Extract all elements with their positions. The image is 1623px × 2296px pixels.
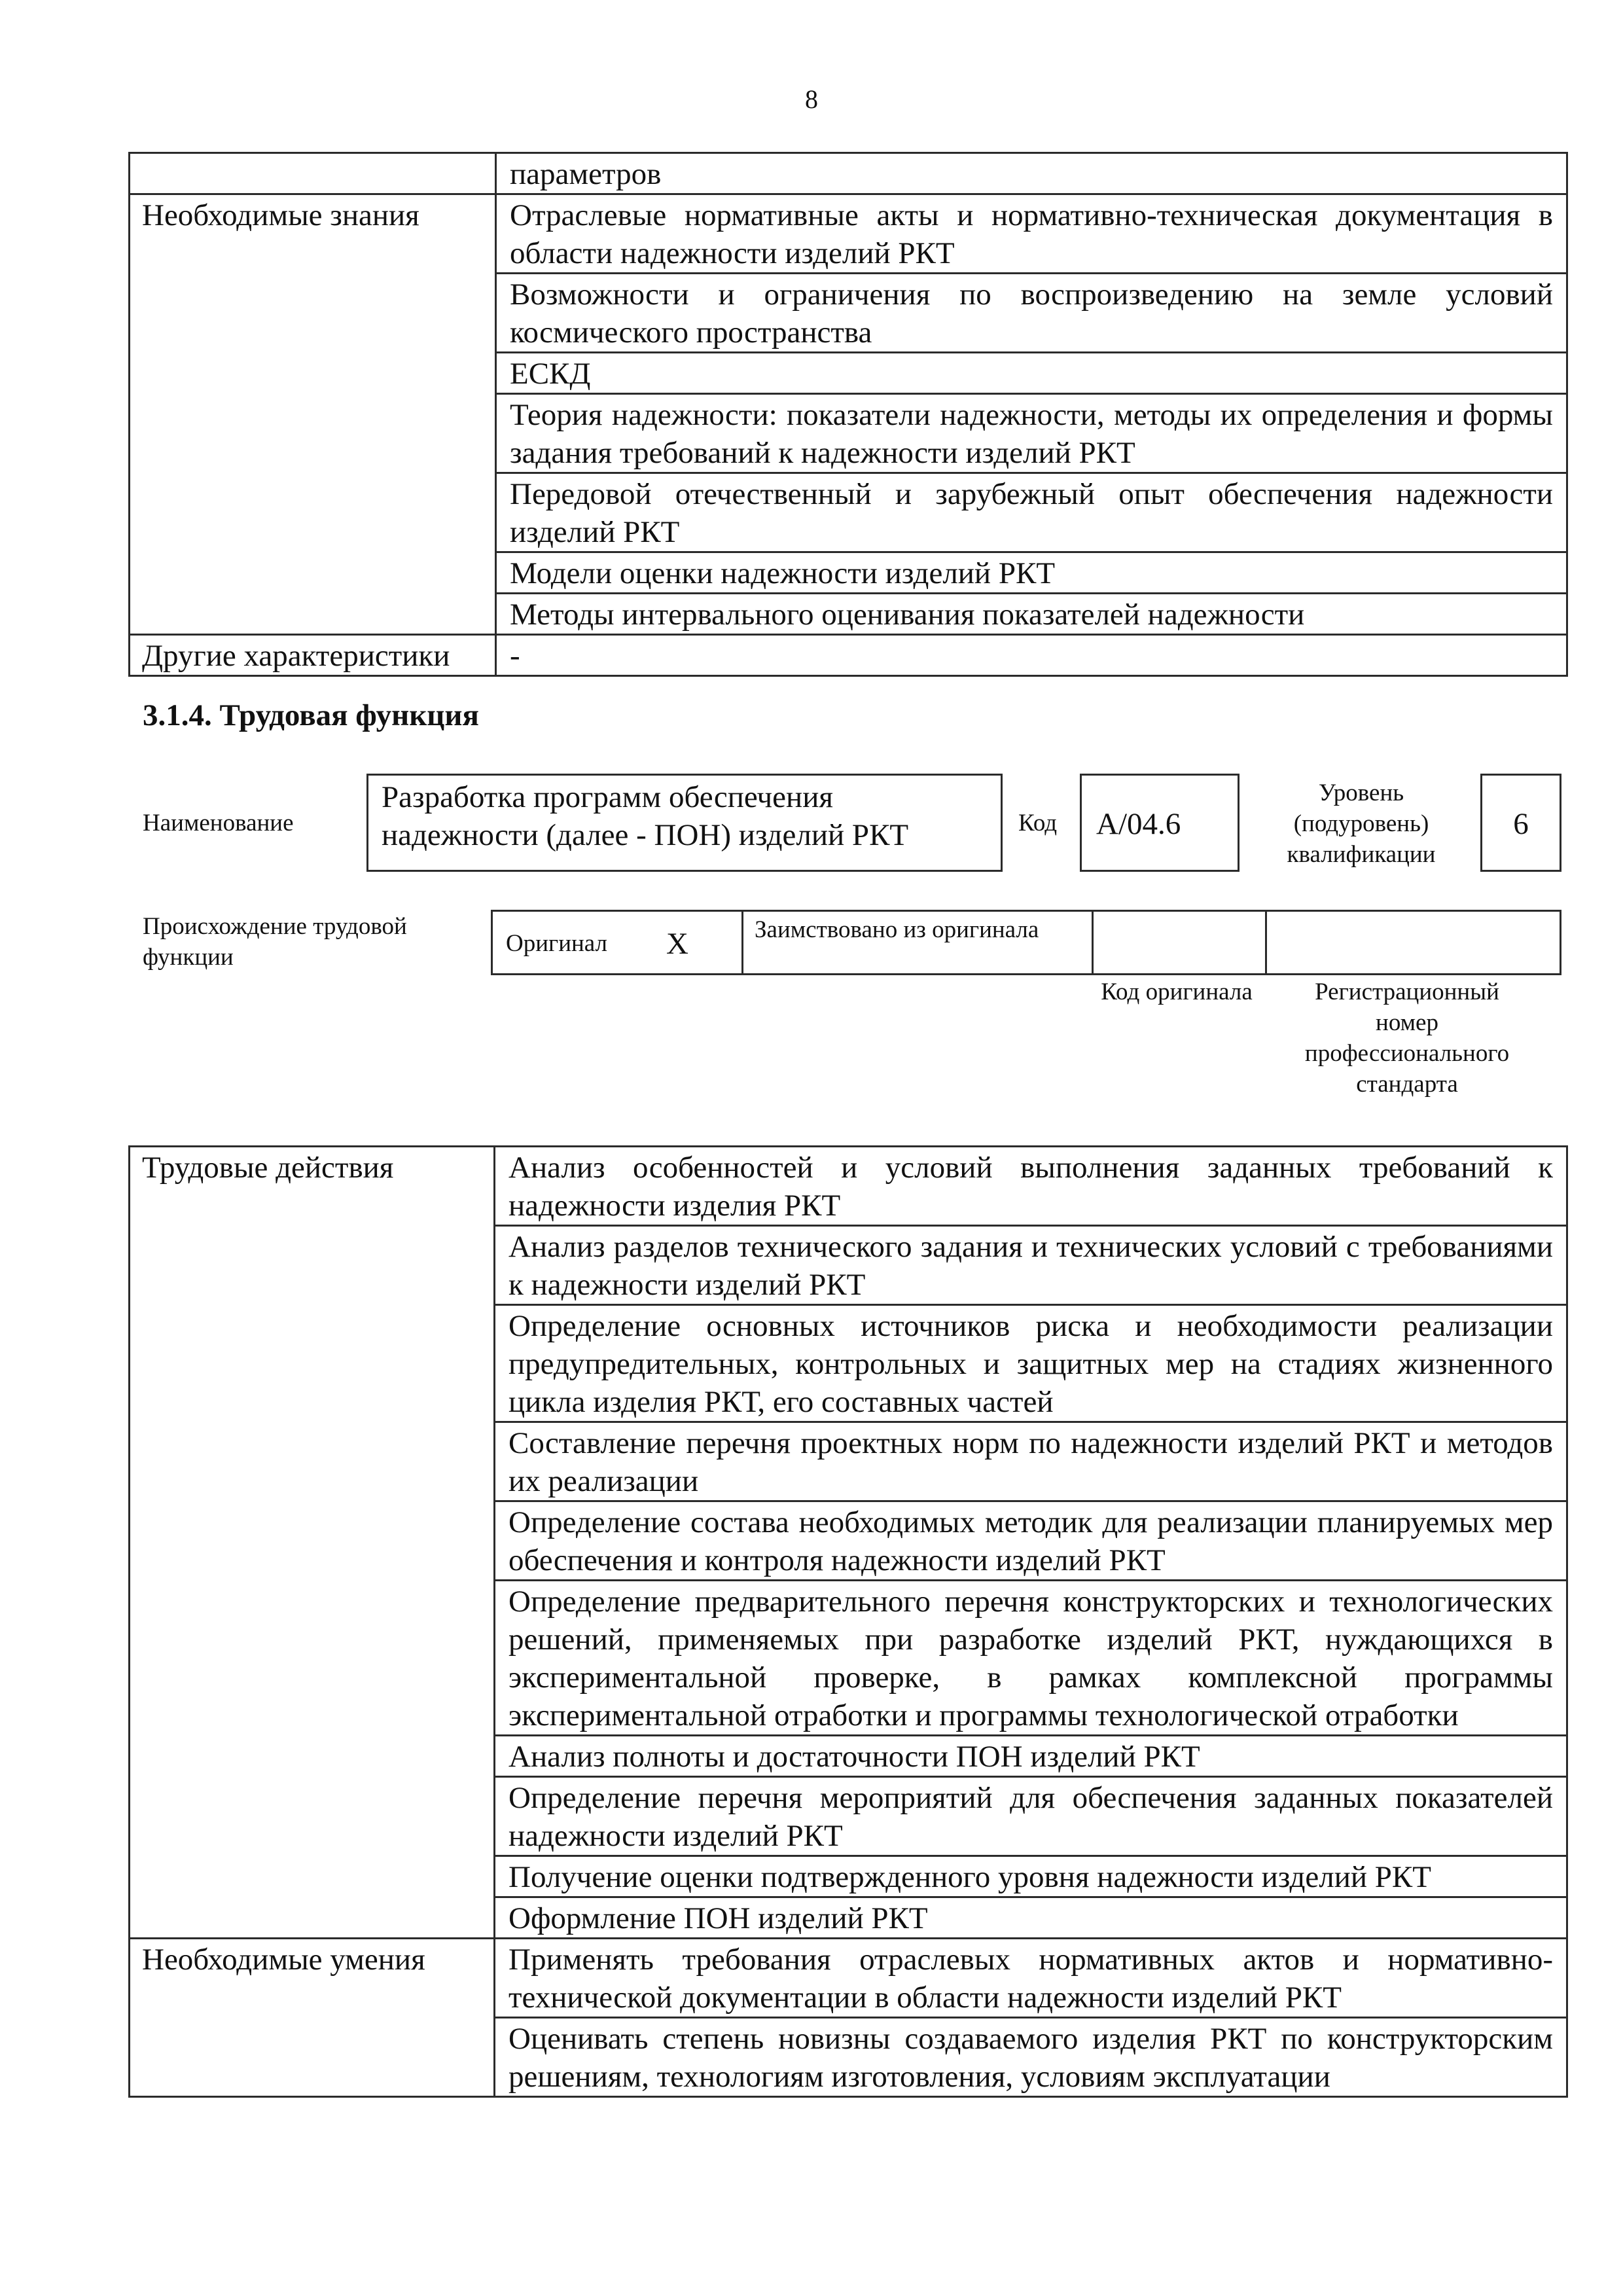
function-code-box — [1080, 774, 1240, 872]
table-cell: Модели оценки надежности изделий РКТ — [496, 552, 1567, 594]
table-cell: Определение перечня мероприятий для обеспечения заданных показателей надежности изделий РКТ — [495, 1777, 1567, 1856]
table-row — [130, 194, 1567, 274]
table-row — [130, 1939, 1567, 2018]
knowledge-table — [128, 152, 1568, 677]
origin-table — [491, 910, 1561, 975]
table-cell: Применять требования отраслевых нормативных актов и нормативно-технической документации в области надежности изделий РКТ — [495, 1939, 1567, 2018]
table-cell: Определение основных источников риска и необходимости реализации предупредительных, контрольных и защитных мер на стадиях жизненного цикла изделия РКТ, его составных частей — [495, 1305, 1567, 1422]
section-heading: 3.1.4. Трудовая функция — [143, 698, 479, 732]
table-cell: Анализ разделов технического задания и технических условий с требованиями к надежности изделий РКТ — [495, 1226, 1567, 1305]
table-cell: Методы интервального оценивания показателей надежности — [496, 594, 1567, 635]
cell-divider — [1265, 912, 1267, 973]
table-cell: параметров — [496, 153, 1567, 194]
function-name-value: Разработка программ обеспечения надежности (далее - ПОН) изделий РКТ — [382, 780, 909, 852]
name-label: Наименование — [143, 810, 294, 836]
table-cell: Определение состава необходимых методик для реализации планируемых мер обеспечения и контроля надежности изделий РКТ — [495, 1501, 1567, 1581]
original-mark: X — [666, 927, 688, 961]
table-row — [130, 153, 1567, 194]
labor-actions-table — [128, 1145, 1568, 2098]
table-cell: Получение оценки подтвержденного уровня надежности изделий РКТ — [495, 1856, 1567, 1897]
level-box — [1480, 774, 1561, 872]
table-cell: Передовой отечественный и зарубежный опыт обеспечения надежности изделий РКТ — [496, 473, 1567, 552]
level-label: Уровень (подуровень) квалификации — [1287, 780, 1436, 868]
table-cell: Отраслевые нормативные акты и нормативно-техническая документация в области надежности изделий РКТ — [496, 194, 1567, 274]
function-name-box — [366, 774, 1003, 872]
reg-number-caption: Регистрационный номер профессионального стандарта — [1304, 978, 1510, 1098]
table-cell: Оформление ПОН изделий РКТ — [495, 1897, 1567, 1939]
borrowed-label: Заимствовано из оригинала — [755, 916, 1039, 943]
row-label-labor-actions: Трудовые действия — [130, 1147, 495, 1939]
table-row — [130, 1147, 1567, 1226]
original-label: Оригинал — [506, 930, 608, 957]
level-value: 6 — [1513, 807, 1529, 841]
page-number: 8 — [805, 84, 818, 114]
row-label-required-skills: Необходимые умения — [130, 1939, 495, 2097]
table-cell: Оценивать степень новизны создаваемого изделия РКТ по конструкторским решениям, технологиям изготовления, условиям эксплуатации — [495, 2018, 1567, 2097]
table-cell: Составление перечня проектных норм по надежности изделий РКТ и методов их реализации — [495, 1422, 1567, 1501]
row-label — [130, 153, 496, 194]
cell-divider — [1092, 912, 1094, 973]
table-cell: ЕСКД — [496, 353, 1567, 394]
table-row — [130, 635, 1567, 676]
code-original-caption: Код оригинала — [1101, 978, 1253, 1005]
table-cell: Возможности и ограничения по воспроизведению на земле условий космического пространства — [496, 274, 1567, 353]
cell-divider — [741, 912, 743, 973]
table-cell: Определение предварительного перечня конструкторских и технологических решений, применяемых при разработке изделий РКТ, нуждающихся в экспериментальной проверке, в рамках комплексной программы экспериментальной отработки и программы технологической отработки — [495, 1581, 1567, 1736]
origin-label: Происхождение трудовой функции — [143, 913, 407, 971]
table-cell: Анализ особенностей и условий выполнения заданных требований к надежности изделия РКТ — [495, 1147, 1567, 1226]
table-cell: Теория надежности: показатели надежности, методы их определения и формы задания требований к надежности изделий РКТ — [496, 394, 1567, 473]
row-label-knowledge: Необходимые знания — [130, 194, 496, 635]
row-label-other: Другие характеристики — [130, 635, 496, 676]
table-cell: Анализ полноты и достаточности ПОН изделий РКТ — [495, 1736, 1567, 1777]
code-label: Код — [1018, 810, 1058, 836]
table-cell: - — [496, 635, 1567, 676]
function-code-value: A/04.6 — [1096, 807, 1181, 841]
